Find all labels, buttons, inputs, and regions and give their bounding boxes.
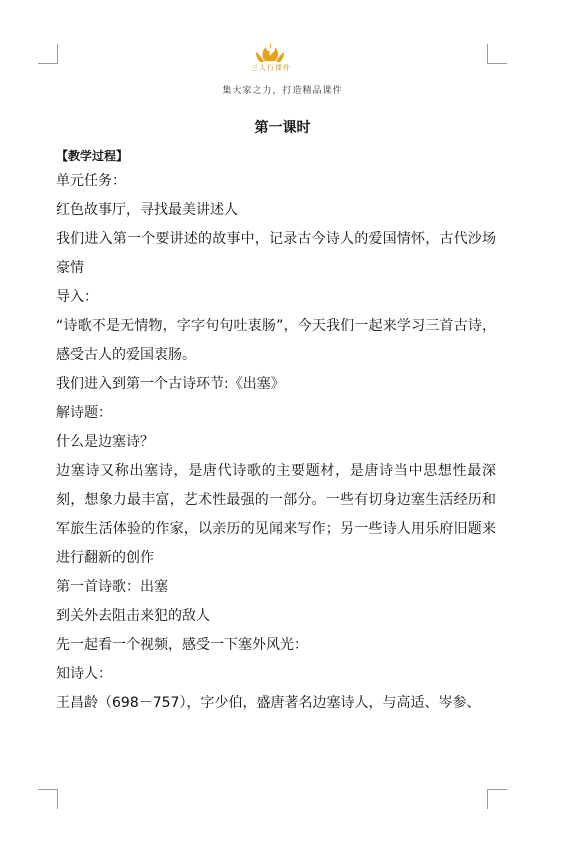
paragraph: 第一首诗歌：出塞 — [56, 579, 168, 595]
paragraph: 边塞诗又称出塞诗，是唐代诗歌的主要题材，是唐诗当中思想性最深刻，想象力最丰富，艺术性最强的一部分。一些有切身边塞生活经历和军旅生活体验的作家，以亲历的见闻来写作；另一些诗人用乐府旧题来进行翻新的创作 — [56, 463, 496, 566]
paragraph: 我们进入到第一个古诗环节:《出塞》 — [56, 376, 285, 392]
paragraph: 知诗人： — [56, 666, 112, 682]
document-body — [56, 167, 496, 718]
paragraph: 导入： — [56, 289, 98, 305]
paragraph: 解诗题： — [56, 405, 112, 421]
crop-mark — [487, 44, 488, 64]
header-slogan: 集大家之力，打造精品课件 — [222, 86, 343, 96]
section-heading: 【教学过程】 — [56, 149, 129, 163]
crop-mark — [57, 789, 58, 809]
crop-mark — [487, 789, 507, 790]
paragraph: 我们进入第一个要讲述的故事中，记录古今诗人的爱国情怀，古代沙场豪情 — [56, 231, 496, 276]
paragraph: 单元任务： — [56, 173, 126, 189]
paragraph: 到关外去阻击来犯的敌人 — [56, 608, 210, 624]
page-title: 第一课时 — [254, 120, 311, 136]
paragraph: 什么是边塞诗？ — [56, 434, 154, 450]
paragraph: 王昌龄（698－757），字少伯，盛唐著名边塞诗人，与高适、岑参、 — [56, 695, 481, 711]
paragraph: 先一起看一个视频，感受一下塞外风光： — [56, 637, 308, 653]
logo-text: 三人行课件 — [251, 64, 291, 72]
crop-mark — [487, 63, 507, 64]
crop-mark — [38, 789, 58, 790]
crop-mark — [38, 63, 58, 64]
paragraph: “诗歌不是无情物，字字句句吐衷肠”，今天我们一起来学习三首古诗，感受古人的爱国衷肠。 — [56, 318, 496, 363]
paragraph: 红色故事厅，寻找最美讲述人 — [56, 202, 238, 218]
crop-mark — [57, 44, 58, 64]
crop-mark — [487, 789, 488, 809]
